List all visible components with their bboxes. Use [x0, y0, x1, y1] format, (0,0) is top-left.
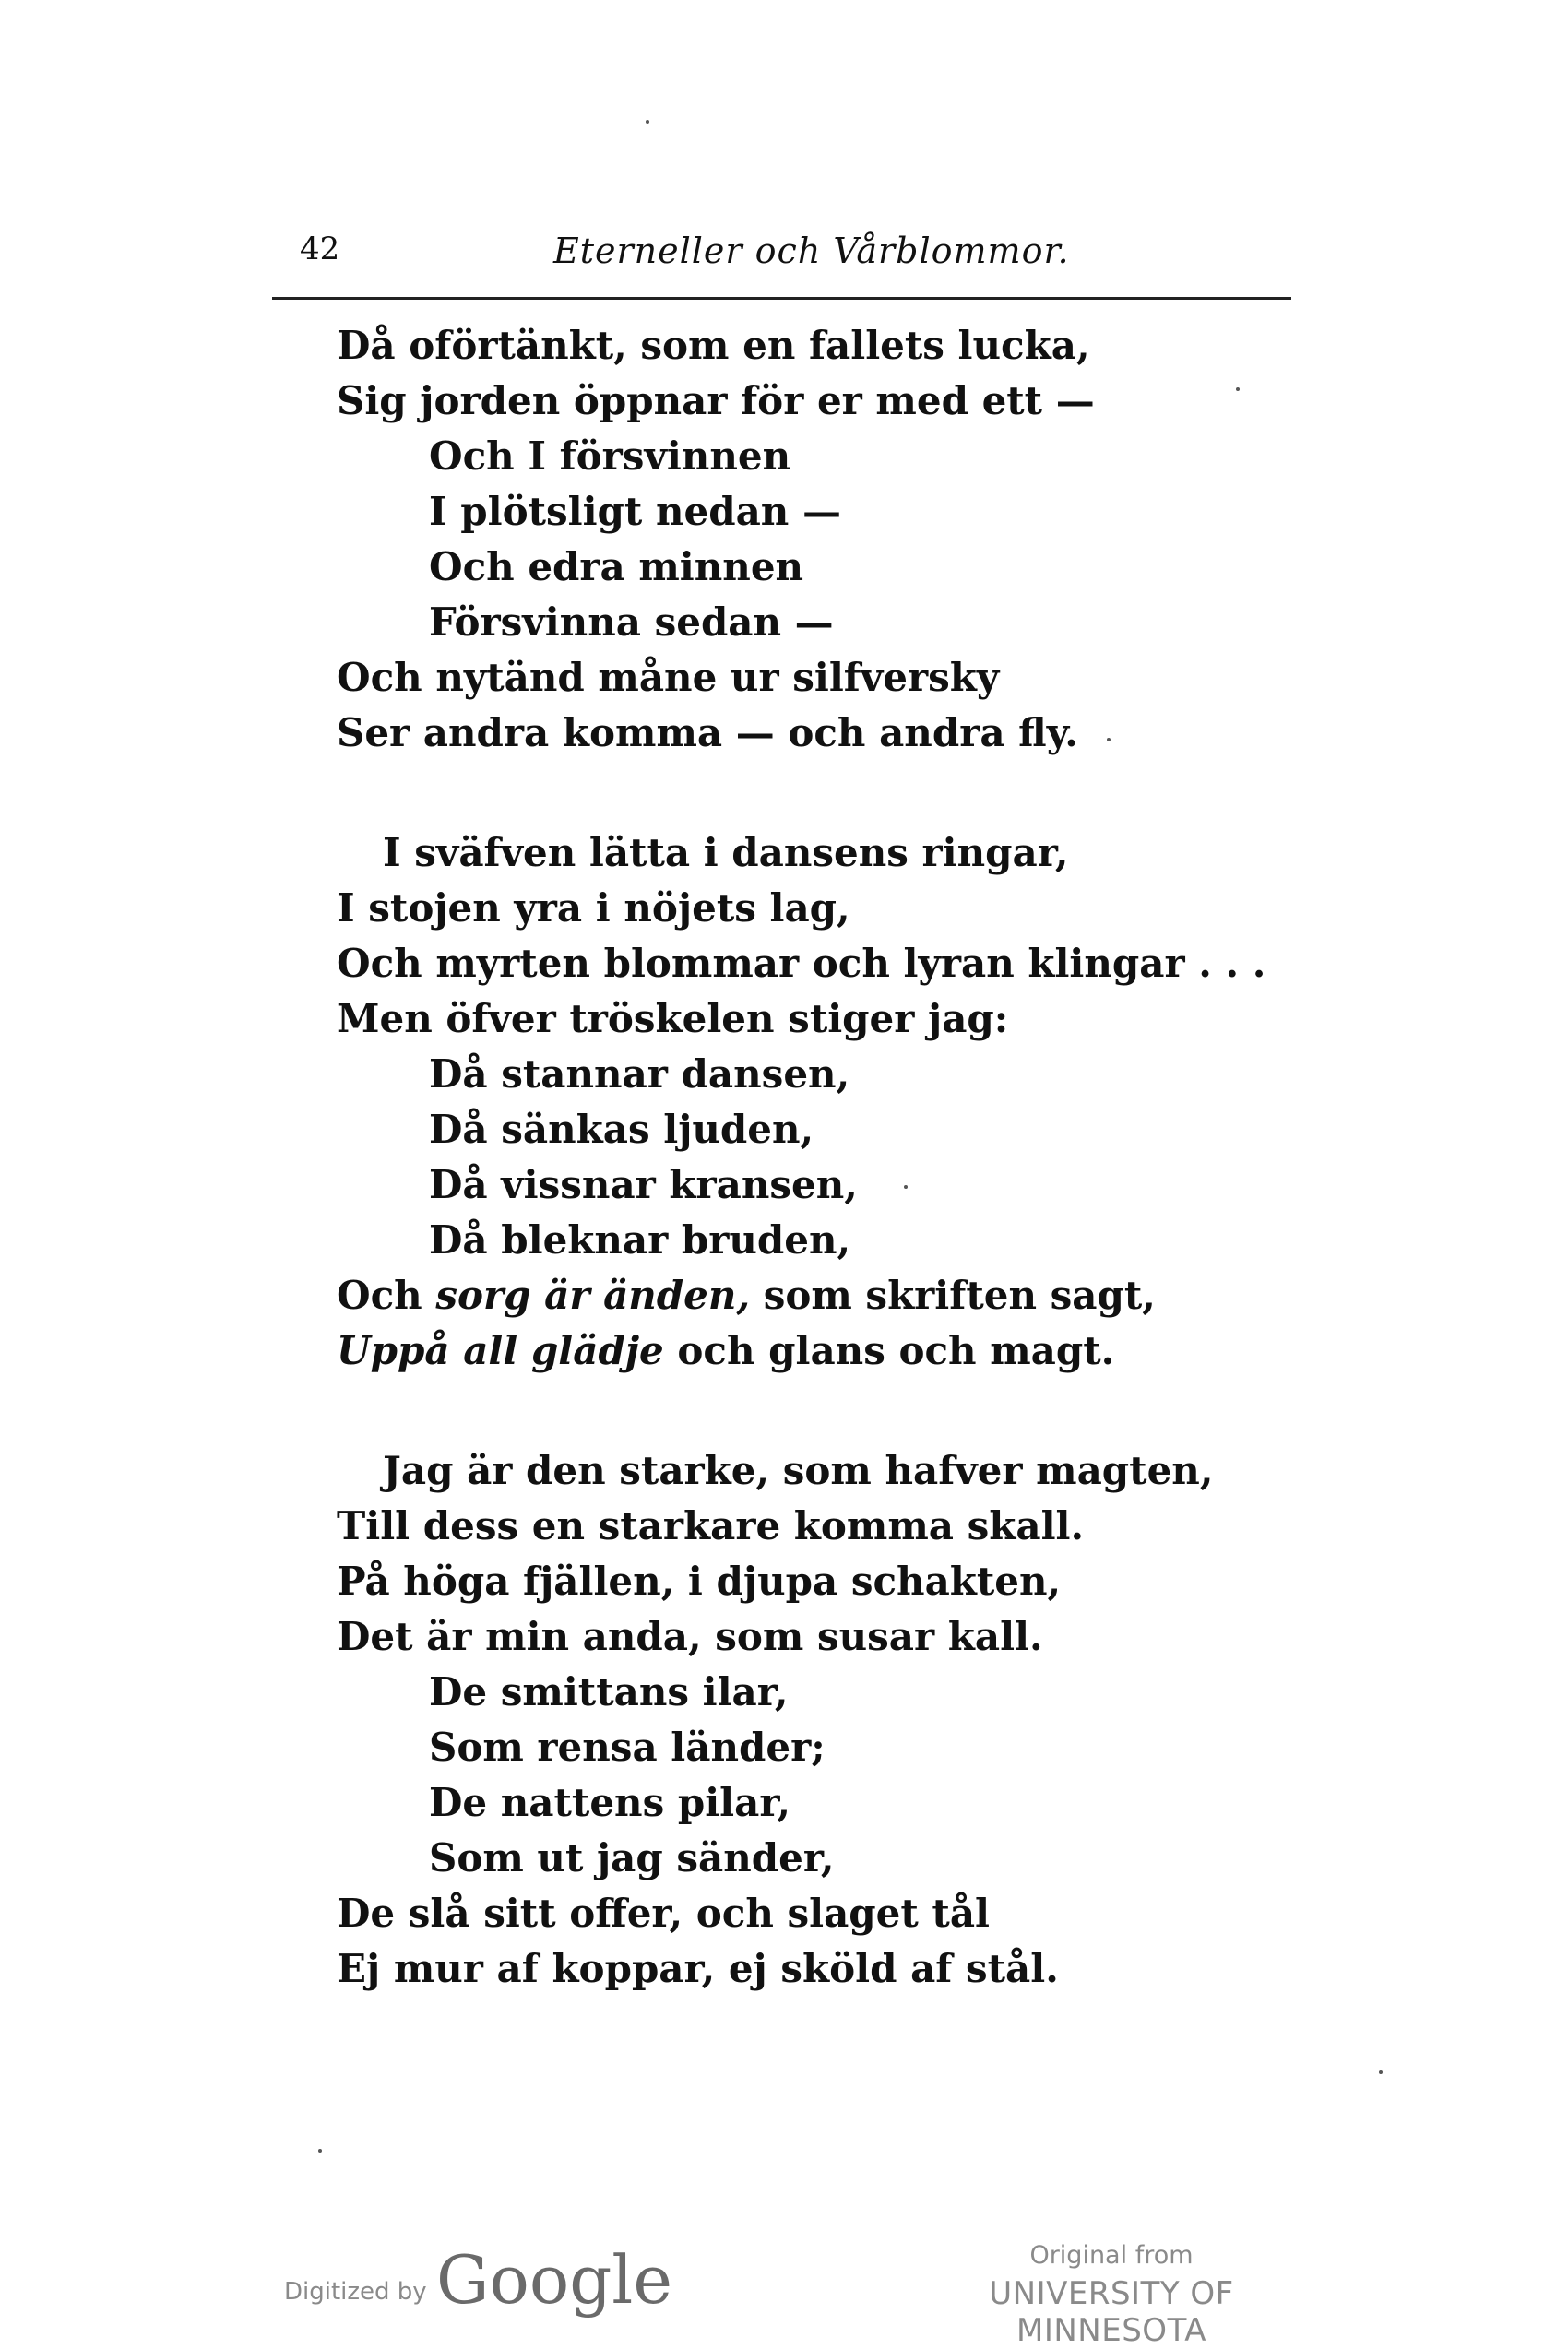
verse-line: De slå sitt offer, och slaget tål	[337, 1891, 990, 1936]
paper-speck	[318, 2149, 322, 2153]
verse-line: Då vissnar kransen,	[429, 1162, 858, 1207]
paper-speck	[904, 1185, 908, 1189]
verse-line: Försvinna sedan —	[429, 599, 834, 645]
verse-line	[337, 1323, 1114, 1379]
verse-line: Ej mur af koppar, ej sköld af stål.	[337, 1946, 1059, 1991]
verse-fragment: och glans och magt.	[663, 1328, 1115, 1373]
verse-line: Som ut jag sänder,	[429, 1835, 835, 1880]
verse-line: Då sänkas ljuden,	[429, 1107, 814, 1152]
digitized-by-text: Digitized by	[284, 2278, 427, 2306]
verse-line: Och edra minnen	[429, 544, 804, 589]
verse-line: I plötsligt nedan —	[429, 489, 841, 534]
page-number: 42	[300, 231, 340, 267]
verse-line: De smittans ilar,	[429, 1669, 789, 1714]
header-rule	[272, 297, 1291, 300]
verse-line: Och myrten blommar och lyran klingar . . .	[337, 941, 1266, 986]
running-title: Eterneller och Vårblommor.	[553, 231, 1070, 271]
paper-speck	[646, 120, 649, 124]
verse-line: I stojen yra i nöjets lag,	[337, 885, 850, 931]
verse-line: Ser andra komma — och andra fly.	[337, 710, 1078, 755]
verse-fragment: som skriften sagt,	[750, 1273, 1156, 1318]
verse-line: Då oförtänkt, som en fallets lucka,	[337, 323, 1090, 368]
verse-line: Det är min anda, som susar kall.	[337, 1614, 1043, 1659]
verse-line: Jag är den starke, som hafver magten,	[383, 1448, 1214, 1493]
verse-line: Sig jorden öppnar för er med ett —	[337, 378, 1095, 423]
page-header	[272, 231, 1287, 286]
verse-italic: Uppå all glädje	[337, 1328, 664, 1373]
paper-speck	[1379, 2070, 1383, 2074]
institution-name: UNIVERSITY OF MINNESOTA	[989, 2275, 1234, 2349]
verse-line: Till dess en starkare komma skall.	[337, 1503, 1085, 1548]
verse-line: Som rensa länder;	[429, 1725, 826, 1770]
verse-line: Då stannar dansen,	[429, 1051, 850, 1097]
source-attribution	[895, 2241, 1328, 2349]
verse-fragment: Och	[337, 1273, 436, 1318]
verse-line: Men öfver tröskelen stiger jag:	[337, 996, 1009, 1041]
verse-italic: sorg är änden,	[435, 1273, 751, 1318]
paper-speck	[1107, 738, 1111, 741]
verse-line: Då bleknar bruden,	[429, 1217, 851, 1263]
verse-line: Och nytänd måne ur silfversky	[337, 655, 1000, 700]
verse-line: I sväfven lätta i dansens ringar,	[383, 830, 1069, 875]
google-wordmark: Google	[436, 2241, 672, 2319]
verse-line: De nattens pilar,	[429, 1780, 791, 1825]
verse-line	[337, 1268, 1156, 1323]
original-from-text: Original from	[1029, 2241, 1194, 2270]
verse-line: På höga fjällen, i djupa schakten,	[337, 1559, 1062, 1604]
verse-line: Och I försvinnen	[429, 433, 791, 479]
paper-speck	[1236, 387, 1240, 391]
